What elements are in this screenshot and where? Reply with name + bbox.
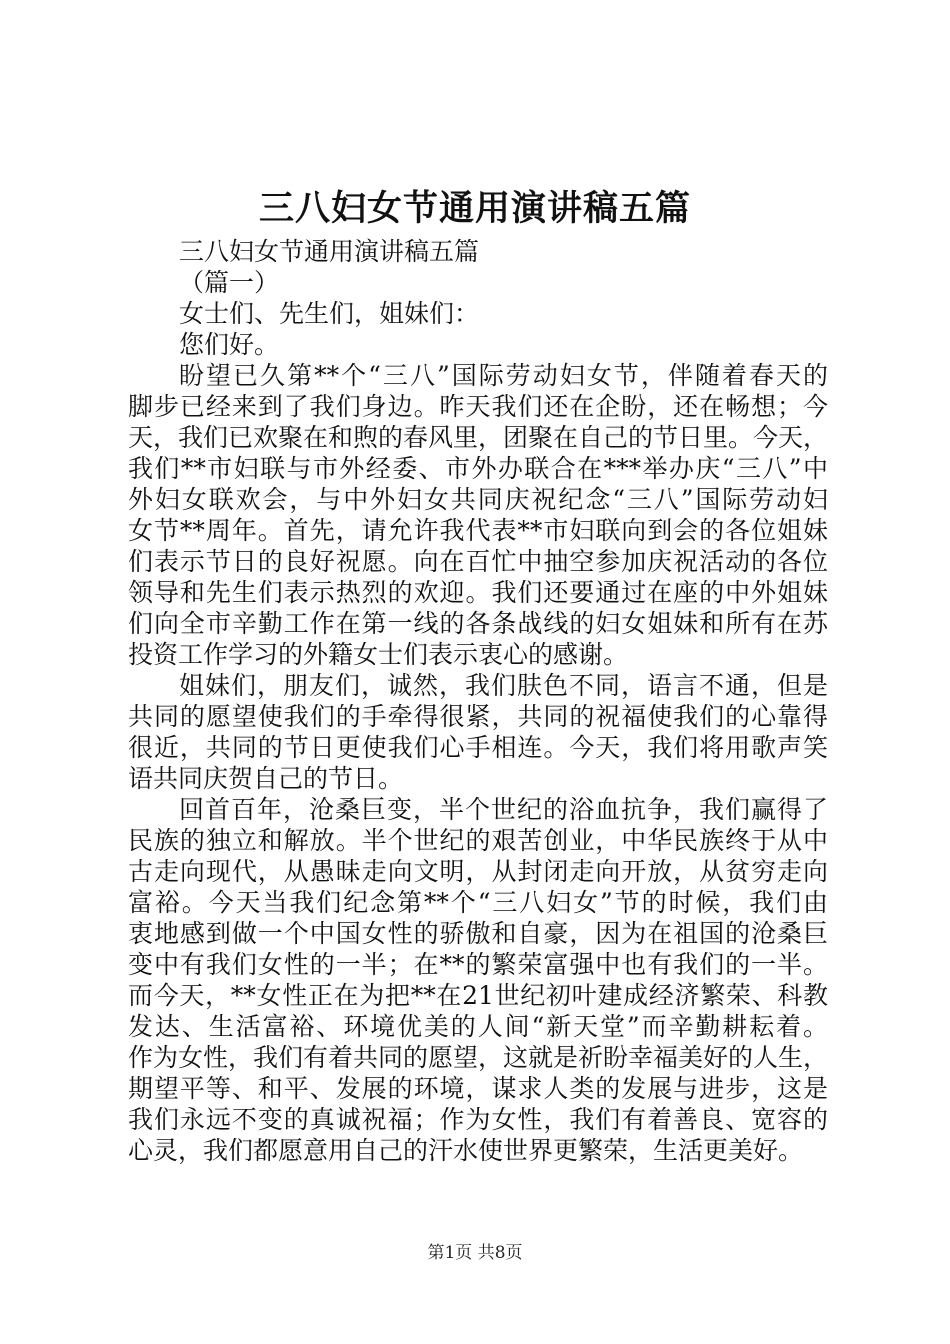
text-line: 我们**市妇联与市外经委、市外办联合在***举办庆“三八”中	[128, 454, 828, 483]
text-line: 民族的独立和解放。半个世纪的艰苦创业，中华民族终于从中	[128, 826, 828, 855]
text-line: 们表示节日的良好祝愿。向在百忙中抽空参加庆祝活动的各位	[128, 547, 828, 576]
text-line: 天，我们已欢聚在和煦的春风里，团聚在自己的节日里。今天，	[128, 423, 828, 452]
text-line: 衷地感到做一个中国女性的骄傲和自豪，因为在祖国的沧桑巨	[128, 919, 828, 948]
section-label: （篇一）	[179, 268, 280, 297]
text-line: 外妇女联欢会，与中外妇女共同庆祝纪念“三八”国际劳动妇	[128, 485, 828, 514]
text-line: 富裕。今天当我们纪念第**个“三八妇女”节的时候，我们由	[128, 888, 828, 917]
text-line: 共同的愿望使我们的手牵得很紧，共同的祝福使我们的心靠得	[128, 702, 828, 731]
text-line: 作为女性，我们有着共同的愿望，这就是祈盼幸福美好的人生，	[128, 1043, 828, 1072]
text-line: 变中有我们女性的一半；在**的繁荣富强中也有我们的一半。	[128, 950, 828, 979]
salutation-line: 女士们、先生们，姐妹们：	[179, 299, 480, 328]
text-line: 而今天，**女性正在为把**在21世纪初叶建成经济繁荣、科教	[128, 981, 828, 1010]
text-line: 回首百年，沧桑巨变，半个世纪的浴血抗争，我们赢得了	[179, 795, 828, 824]
page-footer: 第1页 共8页	[427, 1243, 523, 1263]
greeting-line: 您们好。	[179, 330, 280, 359]
text-line: 女节**周年。首先，请允许我代表**市妇联向到会的各位姐妹	[128, 516, 828, 545]
text-line: 期望平等、和平、发展的环境，谋求人类的发展与进步，这是	[128, 1074, 828, 1103]
text-line: 我们永远不变的真诚祝福；作为女性，我们有着善良、宽容的	[128, 1105, 828, 1134]
text-line: 们向全市辛勤工作在第一线的各条战线的妇女姐妹和所有在苏	[128, 609, 828, 638]
page-title: 三八妇女节通用演讲稿五篇	[258, 188, 691, 229]
text-line: 发达、生活富裕、环境优美的人间“新天堂”而辛勤耕耘着。	[128, 1012, 828, 1041]
document-body	[128, 236, 828, 1166]
text-line: 古走向现代，从愚昧走向文明，从封闭走向开放，从贫穷走向	[128, 857, 828, 886]
text-line: 很近，共同的节日更使我们心手相连。今天，我们将用歌声笑	[128, 733, 828, 762]
text-line: 语共同庆贺自己的节日。	[128, 764, 404, 793]
text-line: 姐妹们，朋友们，诚然，我们肤色不同，语言不通，但是	[179, 671, 828, 700]
text-line: 心灵，我们都愿意用自己的汗水使世界更繁荣，生活更美好。	[128, 1136, 804, 1165]
text-line: 盼望已久第**个“三八”国际劳动妇女节，伴随着春天的	[179, 361, 828, 390]
subtitle-line: 三八妇女节通用演讲稿五篇	[179, 237, 480, 266]
text-line: 脚步已经来到了我们身边。昨天我们还在企盼，还在畅想；今	[128, 392, 828, 421]
text-line: 领导和先生们表示热烈的欢迎。我们还要通过在座的中外姐妹	[128, 578, 828, 607]
text-line: 投资工作学习的外籍女士们表示衷心的感谢。	[128, 640, 629, 669]
